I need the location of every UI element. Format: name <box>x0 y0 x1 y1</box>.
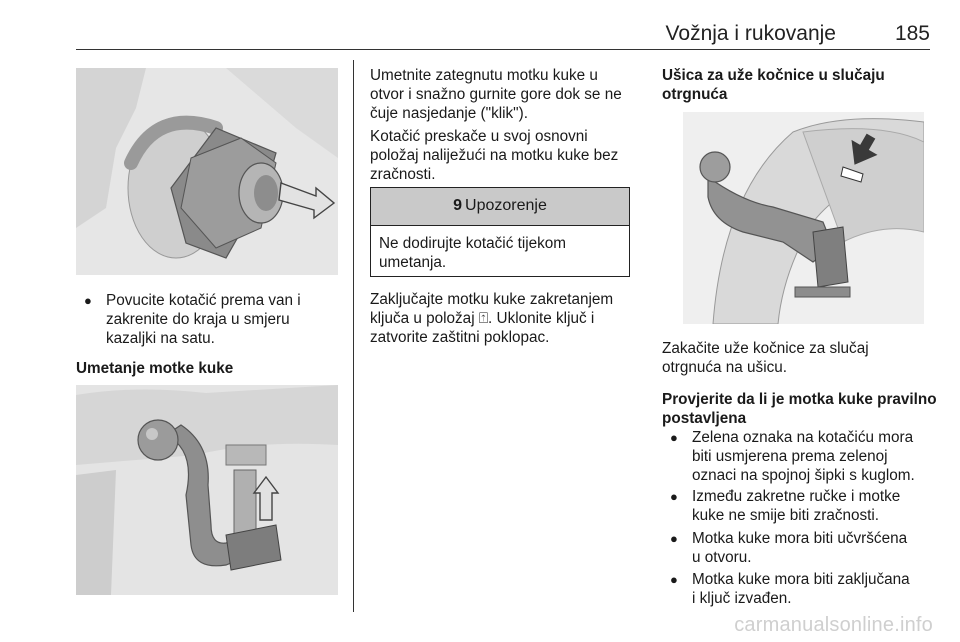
warning-icon: 9 <box>453 197 463 214</box>
section-heading-breakaway-eye <box>662 66 932 104</box>
text-line: Zakačite uže kočnice za slučaj <box>662 340 869 357</box>
text-line: oznaci na spojnoj šipki s kuglom. <box>692 467 915 484</box>
text-line: otvor i snažno gurnite gore dok se ne <box>370 86 622 103</box>
column-divider <box>353 60 354 612</box>
paragraph-knob-returns <box>370 127 640 184</box>
towbar-insert-drawing <box>76 385 338 595</box>
text-line: Provjerite da li je motka kuke pravilno <box>662 391 937 408</box>
text-line: otrgnuća <box>662 86 728 103</box>
breakaway-eye-illustration <box>683 112 924 324</box>
bullet-dot: ● <box>670 430 678 445</box>
bullet-locked <box>670 570 932 610</box>
chapter-title: Vožnja i rukovanje <box>665 22 836 45</box>
knob-pull-illustration <box>76 68 338 275</box>
paragraph-attach-cable <box>662 339 932 377</box>
text-line: u otvoru. <box>692 549 752 566</box>
text-line: položaj naliježući na motku kuke bez <box>370 147 619 164</box>
text-line: Ušica za uže kočnice u slučaju <box>662 67 885 84</box>
warning-body <box>379 234 619 272</box>
text-line: zračnosti. <box>370 166 436 183</box>
text-line: kuke ne smije biti zračnosti. <box>692 507 880 524</box>
warning-title: Upozorenje <box>465 197 547 214</box>
text-line: umetanja. <box>379 254 447 271</box>
breakaway-eye-drawing <box>683 112 924 324</box>
header-rule <box>76 49 930 50</box>
paragraph-insert-bar <box>370 66 640 123</box>
text-line: i ključ izvađen. <box>692 590 792 607</box>
section-heading-check-bar <box>662 390 937 428</box>
text-line: Povucite kotačić prema van i <box>106 292 301 309</box>
text-line: Motka kuke mora biti zaključana <box>692 571 910 588</box>
text-line: Zaključajte motku kuke zakretanjem <box>370 291 614 308</box>
text-line: Motka kuke mora biti učvršćena <box>692 530 908 547</box>
paragraph-lock-bar <box>370 290 640 347</box>
bullet-dot: ● <box>670 489 678 504</box>
text-line: otrgnuća na ušicu. <box>662 359 788 376</box>
watermark: carmanualsonline.info <box>734 614 933 636</box>
text-line: postavljena <box>662 410 747 427</box>
text-line: kazaljki na satu. <box>106 330 215 347</box>
page-number: 185 <box>894 22 930 45</box>
warning-box <box>370 187 630 277</box>
text-line: Zelena oznaka na kotačiću mora <box>692 429 914 446</box>
towbar-insert-illustration <box>76 385 338 595</box>
text-line: čuje nasjedanje ("klik"). <box>370 105 528 122</box>
text-line: zakrenite do kraja u smjeru <box>106 311 290 328</box>
text-line: Ne dodirujte kotačić tijekom <box>379 235 567 252</box>
text-line: biti usmjerena prema zelenoj <box>692 448 888 465</box>
section-heading-insert-bar: Umetanje motke kuke <box>76 360 234 377</box>
text-line: Kotačić preskače u svoj osnovni <box>370 128 588 145</box>
warning-header <box>371 188 629 226</box>
text-line: ključa u položaj ⍐. Uklonite ključ i <box>370 310 595 327</box>
bullet-green-mark <box>670 428 932 488</box>
bullet-dot: ● <box>670 531 678 546</box>
bullet-dot: ● <box>670 572 678 587</box>
text-line: Umetnite zategnutu motku kuke u <box>370 67 598 84</box>
knob-pull-drawing <box>76 68 338 275</box>
bullet-no-play <box>670 487 932 527</box>
bullet-secured <box>670 529 932 569</box>
text-line: Između zakretne ručke i motke <box>692 488 901 505</box>
text-line: zatvorite zaštitni poklopac. <box>370 329 550 346</box>
bullet-dot: ● <box>84 293 92 308</box>
